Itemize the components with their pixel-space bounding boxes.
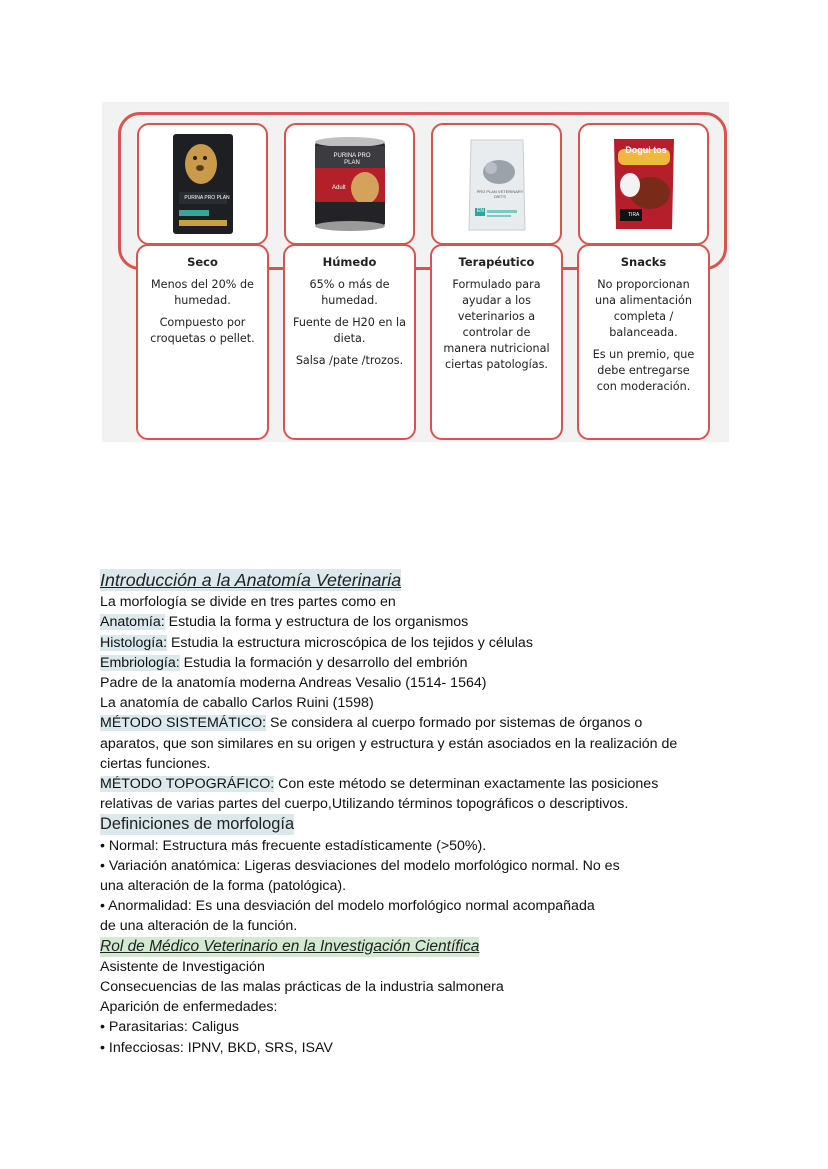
method-text-line: aparatos, que son similares en su origen y estructura y están asociados en la realización de [100, 735, 678, 752]
method-topographic [100, 774, 740, 794]
role-line: Asistente de Investigación [100, 958, 265, 975]
term-embriologia [100, 653, 740, 673]
snacks-label: TIRA [628, 212, 640, 218]
section-heading-anatomy: Introducción a la Anatomía Veterinaria [100, 570, 402, 590]
therapeutic-food-bag-image [431, 123, 562, 245]
role-line: • Parasitarias: Caligus [100, 1019, 240, 1036]
wet-food-can-icon [313, 136, 387, 232]
product-title: Snacks [620, 255, 667, 269]
role-line: • Infecciosas: IPNV, BKD, SRS, ISAV [100, 1039, 333, 1056]
therapeutic-brand: PRO PLAN VETERINARY DIETS [476, 189, 524, 199]
method-text: Se considera al cuerpo formado por sistemas de órganos o [266, 715, 643, 732]
product-title: Húmedo [322, 255, 377, 269]
wet-food-brand: PURINA PRO PLAN [333, 153, 371, 166]
definition-line: de una alteración de la función. [100, 918, 298, 935]
term-text: Estudia la formación y desarrollo del embrión [179, 654, 468, 671]
dry-food-brand: PURINA PRO PLAN [184, 195, 230, 201]
therapeutic-label: EN [477, 208, 484, 214]
product-description: Compuesto por croquetas o pellet. [150, 316, 255, 345]
fact-line: La anatomía de caballo Carlos Ruini (1598) [100, 695, 374, 712]
snacks-brand: Dogui tos [625, 145, 667, 155]
wet-food-can-image [284, 123, 415, 245]
product-card-snacks [577, 244, 710, 440]
product-card-humedo [283, 244, 416, 440]
product-title: Terapéutico [458, 255, 535, 269]
term-anatomia [100, 612, 740, 632]
therapeutic-bag-icon [467, 134, 527, 234]
snacks-bag-image [578, 123, 709, 245]
role-line: Consecuencias de las malas prácticas de la industria salmonera [100, 979, 504, 996]
method-text: Con este método se determinan exactamente las posiciones [274, 776, 659, 793]
product-card-terapeutico [430, 244, 563, 440]
product-description: Menos del 20% de humedad. [151, 278, 254, 307]
product-description: Es un premio, que debe entregarse con moderación. [592, 348, 695, 393]
product-description: 65% o más de humedad. [309, 278, 390, 307]
dry-food-bag-icon [171, 132, 235, 236]
definition-line: una alteración de la forma (patológica). [100, 878, 347, 895]
product-description: No proporcionan una alimentación completa / balanceada. [595, 278, 692, 339]
dry-food-bag-image [137, 123, 268, 245]
product-description: Fuente de H20 en la dieta. [293, 316, 406, 345]
term-label: Histología: [100, 634, 168, 651]
role-line: Aparición de enfermedades: [100, 999, 278, 1016]
definitions-heading: Definiciones de morfología [100, 815, 295, 834]
definition-line: • Normal: Estructura más frecuente estadísticamente (>50%). [100, 837, 487, 854]
section-heading-role: Rol de Médico Veterinario en la Investigación Científica [100, 937, 480, 955]
product-title: Seco [187, 255, 218, 269]
term-text: Estudia la forma y estructura de los organismos [164, 614, 469, 631]
document-body [100, 569, 740, 1058]
intro-line: La morfología se divide en tres partes como en [100, 594, 396, 611]
method-label: MÉTODO SISTEMÁTICO: [100, 715, 267, 732]
term-label: Embriología: [100, 654, 180, 671]
term-histologia [100, 633, 740, 653]
term-text: Estudia la estructura microscópica de los tejidos y células [167, 634, 533, 651]
fact-line: Padre de la anatomía moderna Andreas Vesalio (1514- 1564) [100, 675, 487, 692]
product-description: Formulado para ayudar a los veterinarios a controlar de manera nutricional ciertas patologías. [443, 278, 550, 371]
method-text-line: relativas de varias partes del cuerpo,Utilizando términos topográficos o descriptivos. [100, 796, 629, 813]
term-label: Anatomía: [100, 614, 165, 631]
definition-line: • Variación anatómica: Ligeras desviaciones del modelo morfológico normal. No es [100, 857, 620, 874]
pet-food-types-figure [102, 102, 729, 442]
wet-food-label: Adult [332, 185, 346, 191]
product-description: Salsa /pate /trozos. [295, 354, 404, 367]
method-text-line: ciertas funciones. [100, 755, 211, 772]
product-card-seco [136, 244, 269, 440]
method-label: MÉTODO TOPOGRÁFICO: [100, 776, 275, 793]
method-systematic [100, 713, 740, 733]
definition-line: • Anormalidad: Es una desviación del modelo morfológico normal acompañada [100, 898, 595, 915]
